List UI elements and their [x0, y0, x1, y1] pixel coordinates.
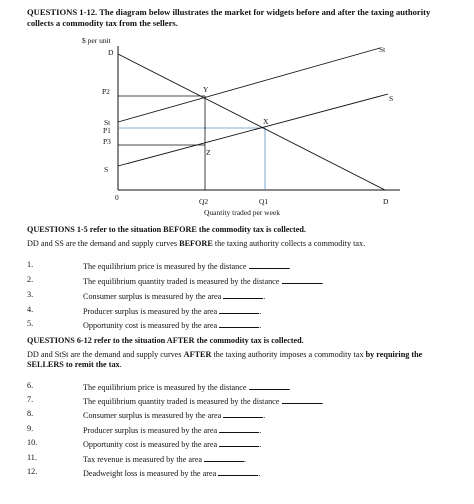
question-6: [27, 381, 447, 395]
section2-desc-bold-a: AFTER: [183, 350, 212, 359]
answer-blank[interactable]: [204, 453, 247, 464]
section2-desc-b: the taxing authority imposes a commodity tax: [211, 350, 366, 359]
answer-blank[interactable]: [219, 319, 262, 330]
supply-curve: [118, 94, 388, 166]
section2-desc-a: DD and StSt are the demand and supply curves: [27, 350, 184, 359]
demand-curve: [118, 54, 385, 190]
question-end: .: [258, 469, 261, 478]
question-number: 12.: [27, 467, 38, 476]
question-text: The equilibrium price is measured by the distance: [83, 383, 247, 392]
answer-blank[interactable]: [249, 260, 289, 269]
section2-heading: [27, 336, 304, 345]
question-text: The equilibrium price is measured by the distance: [83, 262, 247, 271]
answer-blank[interactable]: [223, 409, 266, 420]
section1-heading-rest: refer to the situation BEFORE the commodity tax is collected.: [89, 225, 306, 234]
section2-desc-bold-b: by requiring the SELLERS to remit the tax: [27, 350, 423, 369]
question-number: 2.: [27, 275, 34, 284]
section2-heading-rest: refer to the situation AFTER the commodity tax is collected.: [93, 336, 304, 345]
supply-demand-diagram: [0, 0, 474, 225]
x-label-q1: Q1: [259, 197, 269, 206]
x-label-d: D: [383, 197, 389, 206]
section2-heading-lead: QUESTIONS 6-12: [27, 336, 92, 345]
question-end: .: [259, 321, 262, 330]
question-number: 1.: [27, 260, 34, 269]
x-label-origin: 0: [115, 193, 119, 202]
question-text: Tax revenue is measured by the area: [83, 455, 202, 464]
answer-blank[interactable]: [219, 305, 262, 316]
section1-desc-b: the taxing authority collects a commodity tax.: [212, 239, 366, 248]
question-end: .: [288, 262, 291, 271]
y-label-p2: P2: [102, 87, 110, 96]
question-number: 4.: [27, 305, 34, 314]
answer-blank[interactable]: [282, 275, 322, 284]
question-number: 5.: [27, 319, 34, 328]
question-text: The equilibrium quantity traded is measured by the distance: [83, 397, 280, 406]
question-text: Opportunity cost is measured by the area: [83, 321, 218, 330]
answer-blank[interactable]: [219, 424, 262, 435]
y-label-p3: P3: [103, 137, 111, 146]
question-end: .: [259, 307, 262, 316]
question-end: .: [263, 411, 266, 420]
y-label-p1: P1: [103, 126, 111, 135]
point-x-label: X: [263, 117, 269, 126]
question-number: 6.: [27, 381, 34, 390]
supply-label: S: [389, 94, 394, 103]
question-text: Producer surplus is measured by the area: [83, 307, 218, 316]
question-8: [27, 409, 447, 423]
point-z-label: Z: [206, 148, 211, 157]
supply-curve-with-tax: [118, 48, 380, 122]
question-end: .: [263, 292, 266, 301]
section1-heading: [27, 225, 306, 234]
x-label-q2: Q2: [199, 197, 209, 206]
question-text: Consumer surplus is measured by the area: [83, 292, 222, 301]
section1-description: [27, 239, 447, 249]
demand-label-top: D: [108, 48, 114, 57]
question-7: [27, 395, 447, 409]
question-number: 10.: [27, 438, 38, 447]
y-label-st: St: [104, 118, 111, 127]
section2-description: [27, 350, 447, 370]
answer-blank[interactable]: [218, 467, 261, 478]
question-end: .: [321, 277, 324, 286]
question-5: [27, 319, 447, 333]
question-number: 7.: [27, 395, 34, 404]
supply-with-tax-label: St: [379, 45, 386, 54]
question-text: Consumer surplus is measured by the area: [83, 411, 222, 420]
question-2: [27, 275, 447, 289]
question-number: 8.: [27, 409, 34, 418]
question-end: .: [259, 426, 262, 435]
question-10: [27, 438, 447, 452]
answer-blank[interactable]: [249, 381, 289, 390]
question-text: Producer surplus is measured by the area: [83, 426, 218, 435]
question-11: [27, 453, 447, 467]
point-y-label: Y: [203, 85, 209, 94]
question-end: .: [244, 455, 247, 464]
question-text: Deadweight loss is measured by the area: [83, 469, 217, 478]
question-1: [27, 260, 447, 274]
y-axis-label: $ per unit: [82, 36, 111, 45]
question-3: [27, 290, 447, 304]
section2-desc-c: .: [119, 360, 122, 369]
question-9: [27, 424, 447, 438]
question-number: 9.: [27, 424, 34, 433]
question-number: 11.: [27, 453, 37, 462]
x-axis-label: Quantity traded per week: [204, 208, 281, 217]
section1-desc-a: DD and SS are the demand and supply curves: [27, 239, 180, 248]
answer-blank[interactable]: [282, 395, 322, 404]
question-text: Opportunity cost is measured by the area: [83, 440, 218, 449]
section1-desc-bold: BEFORE: [179, 239, 213, 248]
question-4: [27, 305, 447, 319]
answer-blank[interactable]: [219, 438, 262, 449]
question-text: The equilibrium quantity traded is measured by the distance: [83, 277, 280, 286]
header-text: The diagram below illustrates the market for widgets before and after the taxing authority collects a commodity tax from the sellers.: [27, 7, 431, 28]
section1-heading-lead: QUESTIONS 1-5: [27, 225, 88, 234]
header-lead: QUESTIONS 1-12.: [27, 7, 98, 17]
question-number: 3.: [27, 290, 34, 299]
question-end: .: [321, 397, 324, 406]
question-12: [27, 467, 447, 481]
y-label-s: S: [104, 165, 109, 174]
question-end: .: [259, 440, 262, 449]
question-end: .: [288, 383, 291, 392]
answer-blank[interactable]: [223, 290, 266, 301]
